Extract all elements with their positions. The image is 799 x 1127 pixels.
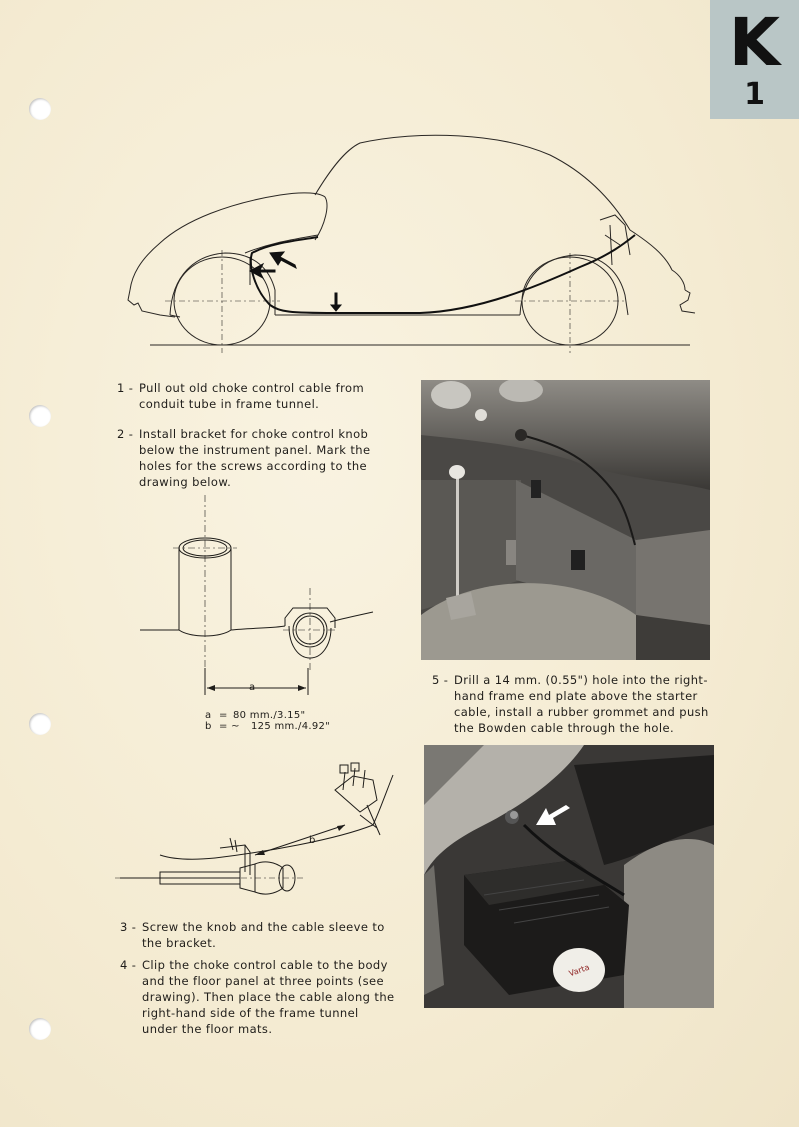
- step-text: Screw the knob and the cable sleeve to the bracket.: [142, 920, 385, 950]
- punch-hole: [29, 713, 51, 735]
- car-cable-routing-drawing: [120, 125, 710, 355]
- instruction-step: 4 - Clip the choke control cable to the body and the floor panel at three points (see drawing). Then place the cable along the right-hand side of the frame tunnel under the floor mats.: [120, 958, 395, 1036]
- dimension-sym-b: b: [205, 721, 212, 732]
- page-number: 1: [744, 77, 765, 112]
- section-tab: [710, 0, 799, 119]
- dimension-value-b: 125 mm./4.92": [251, 721, 331, 732]
- dimension-eq-a: =: [219, 710, 228, 721]
- step-text: Pull out old choke control cable from conduit tube in frame tunnel.: [139, 381, 365, 411]
- dimension-eq-b: = ~: [219, 721, 240, 732]
- dimension-sym-a: a: [205, 710, 212, 721]
- dimension-label-b: b: [309, 835, 316, 846]
- step-text: Clip the choke control cable to the body and the floor panel at three points (see drawing). Then place the cable along the right-hand side of the frame tunnel under the floor mats.: [142, 958, 395, 1036]
- instruction-step: 2 - Install bracket for choke control knob below the instrument panel. Mark the holes for the screws according to the drawing below.: [117, 426, 397, 490]
- instruction-step: 3 - Screw the knob and the cable sleeve to the bracket.: [120, 919, 396, 951]
- section-letter: K: [728, 4, 781, 81]
- dimension-value-a: 80 mm./3.15": [233, 710, 306, 721]
- instruction-step: 5 - Drill a 14 mm. (0.55") hole into the right-hand frame end plate above the starter cable, install a rubber grommet and push the Bowden cable through the hole.: [432, 672, 712, 736]
- choke-knob-cable-drawing: [115, 760, 405, 900]
- punch-hole: [29, 98, 51, 120]
- bracket-hole-drawing: [135, 490, 380, 705]
- battery-area-photo: [424, 745, 714, 1008]
- punch-hole: [29, 1018, 51, 1040]
- battery-label: Varta: [567, 962, 591, 979]
- step-text: Drill a 14 mm. (0.55") hole into the right-hand frame end plate above the starter cable, install a rubber grommet and push the Bowden cable through the hole.: [454, 673, 709, 735]
- punch-hole: [29, 405, 51, 427]
- instruction-step: 1 - Pull out old choke control cable from conduit tube in frame tunnel.: [117, 380, 397, 412]
- step-text: Install bracket for choke control knob below the instrument panel. Mark the holes for the screws according to the drawing below.: [139, 427, 371, 489]
- dimension-label-a: a: [249, 682, 256, 693]
- interior-photo: [421, 380, 710, 660]
